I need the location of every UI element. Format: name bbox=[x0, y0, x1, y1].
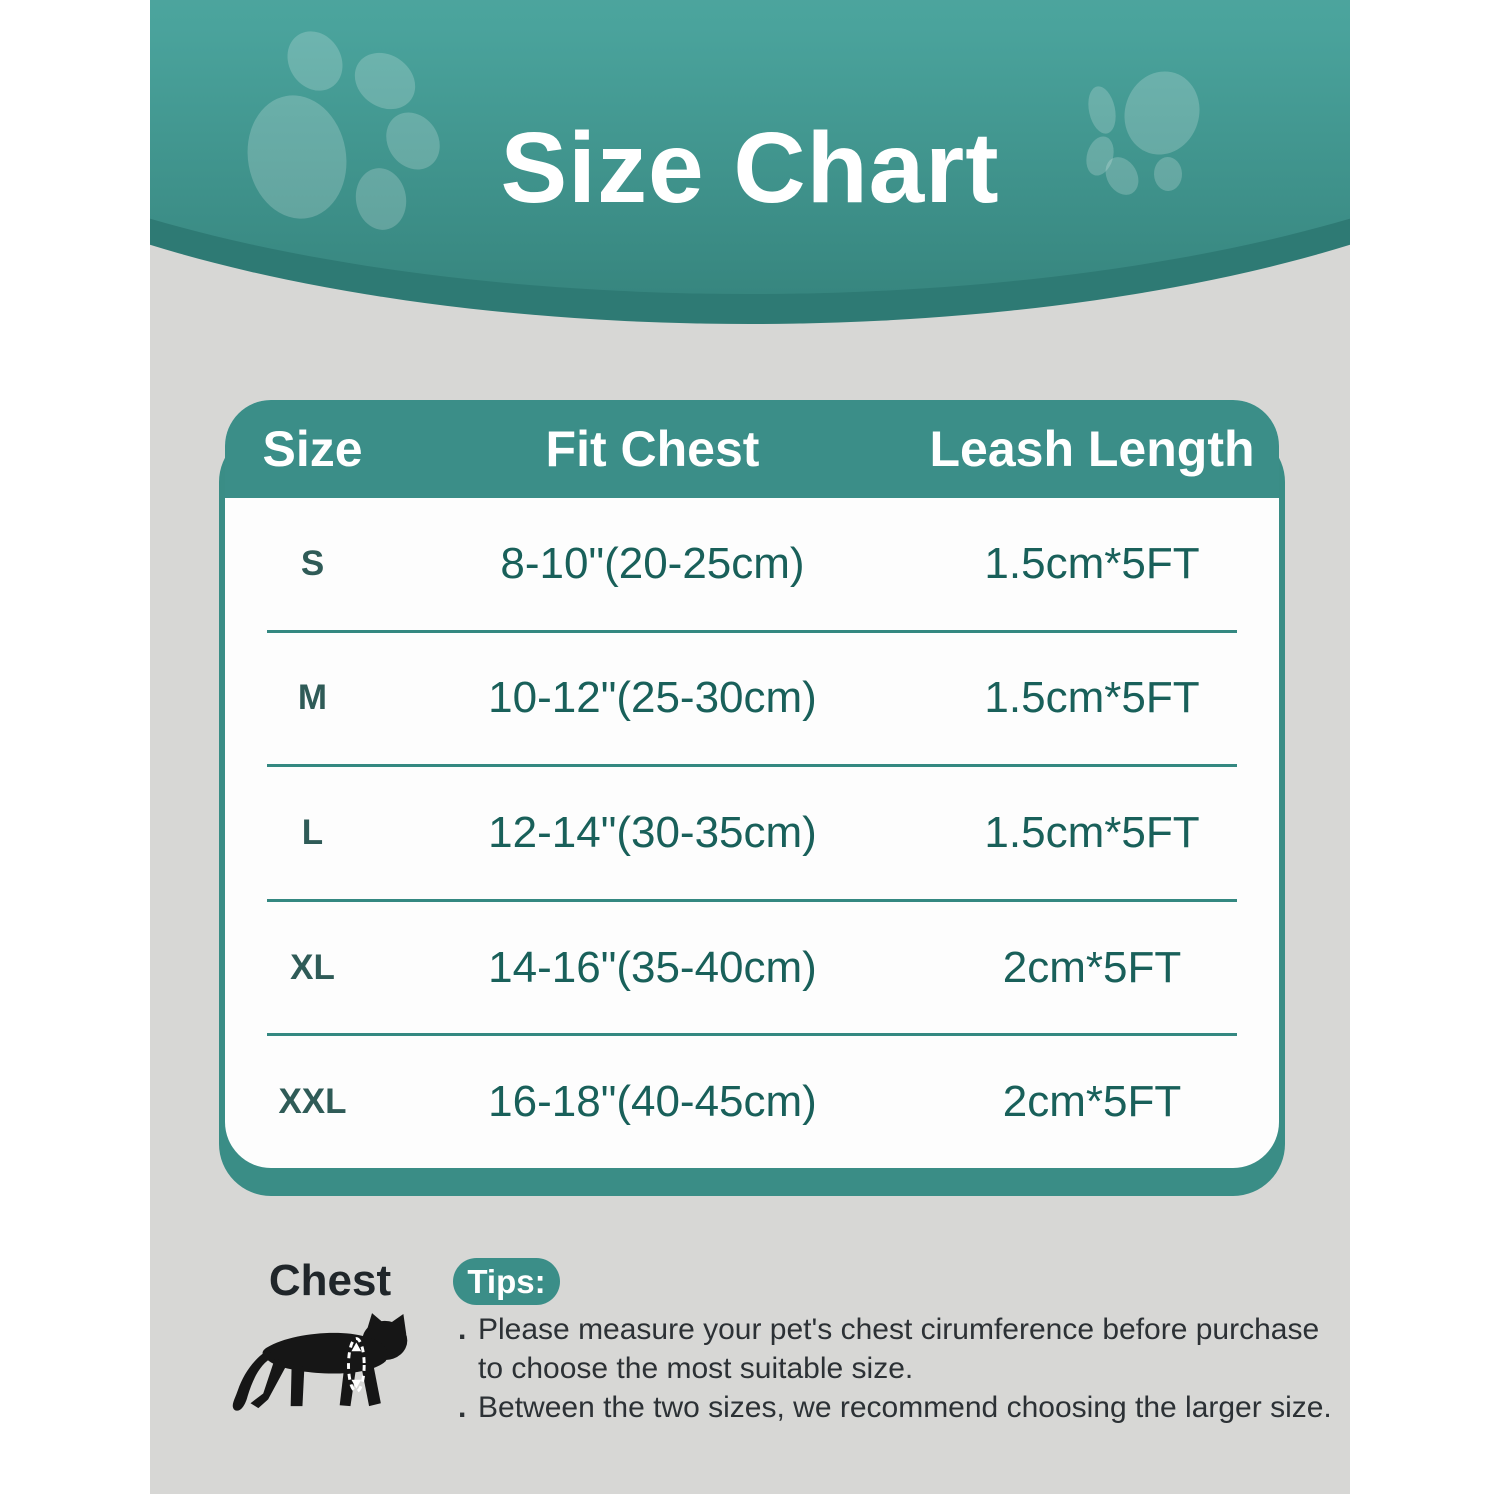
column-header-leash: Leash Length bbox=[929, 421, 1255, 477]
chest-label: Chest bbox=[268, 1256, 392, 1305]
tips-list bbox=[458, 1310, 1338, 1427]
tip-text: Between the two sizes, we recommend choosing the larger size. bbox=[478, 1391, 1332, 1424]
table-row bbox=[225, 902, 1279, 1034]
table-row bbox=[225, 1036, 1279, 1168]
bullet-dot: . bbox=[458, 1313, 467, 1346]
size-table bbox=[225, 400, 1279, 1168]
table-body bbox=[225, 498, 1279, 1168]
tips-badge-label: Tips: bbox=[467, 1262, 546, 1300]
column-header-size: Size bbox=[262, 421, 363, 477]
page-title: Size Chart bbox=[500, 112, 1000, 224]
table-header-row bbox=[225, 400, 1279, 498]
size-label: XL bbox=[290, 947, 335, 987]
table-row bbox=[225, 767, 1279, 899]
size-label: M bbox=[297, 678, 328, 718]
size-label: XXL bbox=[278, 1082, 347, 1122]
column-header-chest: Fit Chest bbox=[545, 421, 760, 477]
tip-item bbox=[458, 1388, 1338, 1427]
leash-value: 1.5cm*5FT bbox=[984, 673, 1200, 723]
leash-value: 1.5cm*5FT bbox=[984, 807, 1200, 857]
tip-item bbox=[458, 1310, 1338, 1349]
leash-value: 2cm*5FT bbox=[1002, 1077, 1182, 1127]
cat-silhouette bbox=[226, 1310, 422, 1422]
tips-badge bbox=[453, 1258, 560, 1305]
tip-text: to choose the most suitable size. bbox=[478, 1352, 914, 1385]
chest-value: 14-16"(35-40cm) bbox=[488, 942, 817, 992]
leash-value: 2cm*5FT bbox=[1002, 942, 1182, 992]
bullet-dot: . bbox=[458, 1391, 467, 1424]
size-label: S bbox=[300, 543, 325, 583]
chest-value: 10-12"(25-30cm) bbox=[488, 673, 817, 723]
tip-text: Please measure your pet's chest cirumference before purchase bbox=[478, 1313, 1320, 1346]
table-row bbox=[225, 498, 1279, 630]
header-banner bbox=[150, 0, 1350, 345]
leash-value: 1.5cm*5FT bbox=[984, 538, 1200, 588]
chest-value: 8-10"(20-25cm) bbox=[500, 538, 805, 588]
table-row bbox=[225, 633, 1279, 765]
chest-value: 16-18"(40-45cm) bbox=[488, 1077, 817, 1127]
chest-value: 12-14"(30-35cm) bbox=[488, 807, 817, 857]
size-label: L bbox=[301, 812, 324, 852]
content-column bbox=[150, 0, 1350, 1494]
tip-item-continued bbox=[458, 1349, 1338, 1388]
